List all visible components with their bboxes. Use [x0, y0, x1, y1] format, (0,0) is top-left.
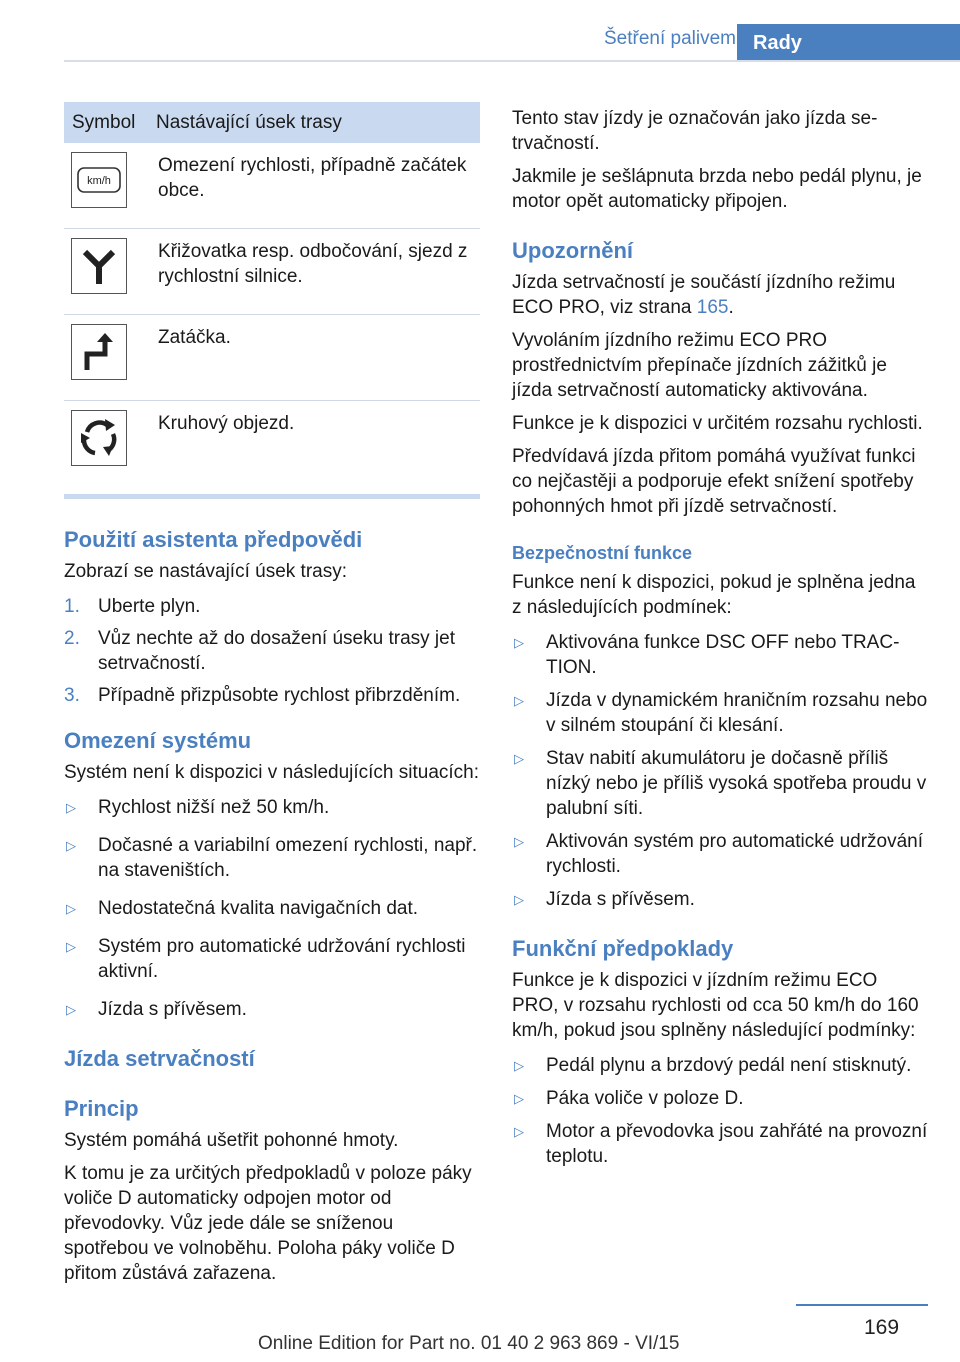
table-row — [64, 143, 480, 229]
list-item — [64, 833, 480, 883]
list-item — [64, 795, 480, 820]
list-item — [512, 688, 928, 738]
triangle-bullet-icon: ▷ — [514, 892, 524, 907]
route-symbol-table — [64, 102, 480, 486]
triangle-bullet-icon: ▷ — [514, 1124, 524, 1139]
list-item-text: Systém pro automatické udržování rychlosti aktivní. — [98, 936, 466, 982]
footer-edition: Online Edition for Part no. 01 40 2 963 869 - VI/15 — [258, 1333, 680, 1354]
section-heading-requirements: Funkční předpoklady — [512, 936, 734, 961]
curve-icon — [71, 324, 127, 380]
page-number: 169 — [864, 1316, 900, 1339]
list-item-text: Nedostatečná kvalita navigačních dat. — [98, 898, 419, 919]
triangle-bullet-icon: ▷ — [514, 751, 524, 766]
step-number: 2. — [64, 628, 80, 649]
paragraph-text: . — [728, 297, 734, 318]
triangle-bullet-icon: ▷ — [514, 1091, 524, 1106]
steps-list — [64, 594, 480, 708]
triangle-bullet-icon: ▷ — [66, 838, 76, 853]
section-heading-principle: Princip — [64, 1096, 139, 1121]
table-row — [64, 229, 480, 315]
section-heading-notice: Upozornění — [512, 238, 633, 263]
list-item — [512, 1119, 928, 1169]
paragraph: Funkce není k dispozici, pokud je splněna jedna z následujících podmínek: — [512, 572, 916, 618]
list-item-text: Jízda v dynamickém hraničním rozsahu nebo v silném stoupání či klesání. — [546, 690, 928, 736]
paragraph: Tento stav jízdy je označován jako jízda setrvačností. — [512, 108, 878, 154]
triangle-bullet-icon: ▷ — [514, 693, 524, 708]
table-cell-text: Zatáčka. — [148, 315, 480, 401]
paragraph: K tomu je za určitých předpokladů v poloze páky voliče D automaticky odpojen motor od převodovky. Vůz jede dále se sníženou spotřebou ve volnoběhu. Poloha páky voliče D přitom zůstává zařazena. — [64, 1163, 472, 1284]
right-column — [512, 102, 928, 1169]
paragraph: Vyvoláním jízdního režimu ECO PRO prostřednictvím přepínače jízdních zážitků je jízda setrvačností automaticky aktivována. — [512, 330, 887, 401]
speed-limit-icon-text: km/h — [87, 175, 111, 187]
table-header-route: Nastávající úsek trasy — [148, 102, 480, 143]
step-text: Uberte plyn. — [98, 596, 201, 617]
table-header-symbol: Symbol — [64, 102, 148, 143]
list-item-text: Aktivován systém pro automatické udržování rychlosti. — [546, 831, 924, 877]
triangle-bullet-icon: ▷ — [66, 939, 76, 954]
step-number: 3. — [64, 685, 80, 706]
list-item — [512, 630, 928, 680]
paragraph: Systém není k dispozici v následujících situacích: — [64, 762, 480, 783]
table-cell-text: Kruhový objezd. — [148, 401, 480, 487]
section-heading-coasting: Jízda setrvačností — [64, 1046, 255, 1071]
list-item — [64, 626, 480, 676]
section-heading-use-assistant: Použití asistenta předpovědi — [64, 527, 363, 552]
list-item — [64, 683, 480, 708]
list-item-text: Dočasné a variabilní omezení rychlosti, např. na staveništích. — [98, 835, 478, 881]
step-text: Vůz nechte až do dosažení úseku trasy jet setrvačností. — [98, 628, 455, 674]
paragraph: Funkce je k dispozici v určitém rozsahu rychlosti. — [512, 413, 923, 434]
intersection-icon — [71, 238, 127, 294]
list-item — [512, 1053, 928, 1078]
header-chapter-label: Rady — [753, 32, 802, 54]
list-item — [512, 1086, 928, 1111]
table-row — [64, 315, 480, 401]
list-item-text: Páka voliče v poloze D. — [546, 1088, 744, 1109]
left-column — [64, 102, 480, 1286]
list-item — [64, 594, 480, 619]
section-heading-system-limits: Omezení systému — [64, 728, 252, 753]
header-rule — [64, 60, 960, 62]
list-item-text: Rychlost nižší než 50 km/h. — [98, 797, 330, 818]
table-row — [64, 401, 480, 487]
requirements-list — [512, 1053, 928, 1169]
triangle-bullet-icon: ▷ — [66, 800, 76, 815]
paragraph — [512, 270, 928, 320]
list-item-text: Pedál plynu a brzdový pedál není stisknutý. — [546, 1055, 912, 1076]
list-item — [64, 896, 480, 921]
table-cell-text: Omezení rychlosti, případně začátek obce. — [158, 155, 467, 201]
footer-rule — [796, 1304, 928, 1306]
limits-list — [64, 795, 480, 1022]
paragraph-text: Jízda setrvačností je součástí jízdního režimu ECO PRO, viz strana — [512, 272, 896, 318]
paragraph: Funkce je k dispozici v jízdním režimu ECO PRO, v rozsahu rychlosti od cca 50 km/h do 160 km/h, pokud jsou splněny následující podmínky: — [512, 970, 919, 1041]
safety-list — [512, 630, 928, 912]
speed-limit-kmh-icon — [71, 152, 127, 208]
paragraph: Předvídavá jízda přitom pomáhá využívat funkci co nejčastěji a podporuje efekt snížení spotřeby pohonných hmot při jízdě setrvačností. — [512, 446, 916, 517]
table-cell-text: Křižovatka resp. odbočování, sjezd z rychlostní silnice. — [148, 229, 480, 315]
header-section-title: Šetření palivem — [603, 28, 736, 49]
paragraph: Zobrazí se nastávající úsek trasy: — [64, 561, 348, 582]
paragraph: Jakmile je sešlápnuta brzda nebo pedál plynu, je motor opět automaticky připojen. — [512, 166, 922, 212]
list-item-text: Jízda s přívěsem. — [546, 889, 695, 910]
page-reference-link[interactable]: 165 — [696, 297, 729, 318]
section-heading-safety: Bezpečnostní funkce — [512, 543, 693, 563]
header-chapter-tab — [737, 24, 960, 62]
triangle-bullet-icon: ▷ — [514, 834, 524, 849]
list-item — [64, 934, 480, 984]
list-item-text: Aktivována funkce DSC OFF nebo TRACTION. — [546, 632, 900, 678]
step-text: Případně přizpůsobte rychlost přibrzděním. — [98, 685, 461, 706]
triangle-bullet-icon: ▷ — [514, 635, 524, 650]
step-number: 1. — [64, 596, 80, 617]
list-item-text: Jízda s přívěsem. — [98, 999, 247, 1020]
list-item-text: Stav nabití akumulátoru je dočasně příliš nízký nebo je příliš vysoká spotřeba proudu v palubní síti. — [546, 748, 927, 819]
list-item — [512, 887, 928, 912]
triangle-bullet-icon: ▷ — [66, 1002, 76, 1017]
list-item — [512, 746, 928, 821]
triangle-bullet-icon: ▷ — [66, 901, 76, 916]
list-item-text: Motor a převodovka jsou zahřáté na provozní teplotu. — [546, 1121, 928, 1167]
triangle-bullet-icon: ▷ — [514, 1058, 524, 1073]
paragraph: Systém pomáhá ušetřit pohonné hmoty. — [64, 1130, 399, 1151]
roundabout-icon — [71, 410, 127, 466]
list-item — [512, 829, 928, 879]
list-item — [64, 997, 480, 1022]
